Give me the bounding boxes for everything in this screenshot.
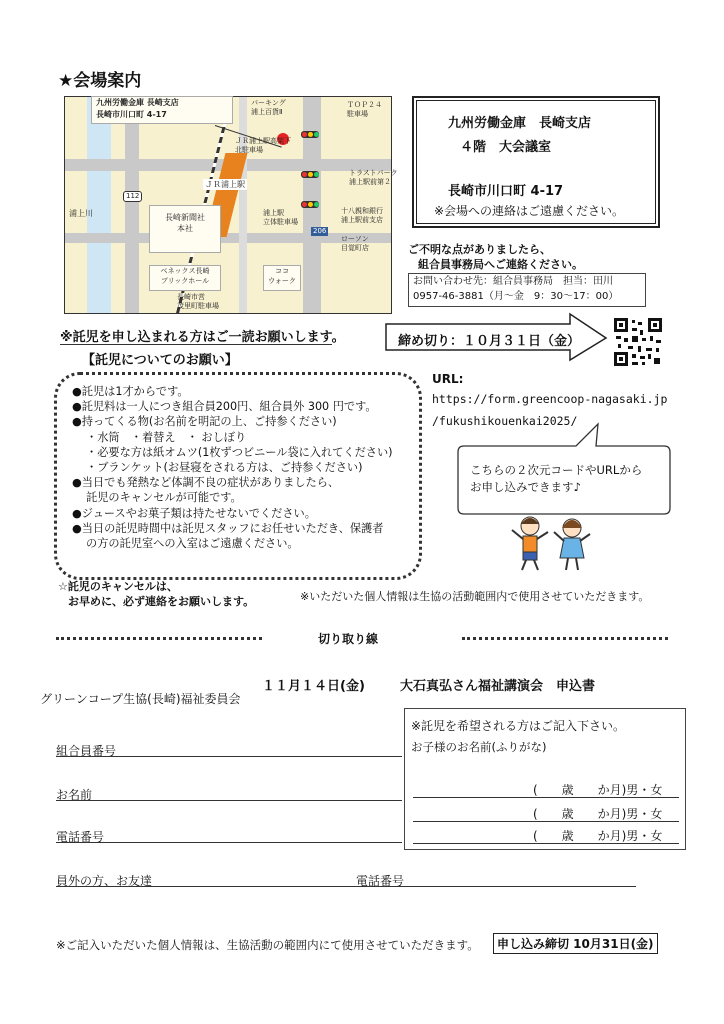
- rule-item: ●当日の託児時間中は託児スタッフにお任せいただき、保護者: [72, 521, 384, 535]
- rule-item: 託児のキャンセルが可能です。: [86, 491, 242, 505]
- form-title: 大石真弘さん福祉講演会 申込書: [400, 679, 596, 694]
- info-bank: 九州労働金庫 長崎支店: [448, 116, 592, 131]
- river: [87, 97, 111, 313]
- venue-map: [64, 96, 398, 314]
- url-link-line-2[interactable]: /fukushikouenkai2025/: [432, 414, 578, 428]
- privacy-note-1: ※いただいた個人情報は生協の活動範囲内で使用させていただきます。: [300, 590, 650, 603]
- map-benex: ベネックス長崎 ブリックホール: [149, 265, 221, 291]
- bubble-text: [470, 462, 642, 496]
- cutline-dots-right: [462, 637, 668, 640]
- map-route-206: 206: [313, 227, 327, 235]
- map-bank-address: 長崎市川口町 4-17: [96, 110, 167, 119]
- map-urakami-parking: 浦上駅 立体駐車場: [263, 209, 298, 226]
- childcare-rules-list: [72, 384, 393, 551]
- traffic-signal: [301, 171, 319, 178]
- member-no-field[interactable]: [56, 756, 402, 757]
- name-field[interactable]: [56, 800, 402, 801]
- childcare-request-title: 【託児についてのお願い】: [82, 353, 238, 368]
- info-floor: ４階 大会議室: [460, 140, 552, 155]
- map-top24: ＴＯＰ２４ 駐車場: [347, 101, 382, 118]
- form-org: グリーンコープ生協(長崎)福祉委員会: [40, 692, 241, 706]
- map-juhachi-bank: 十八親和銀行 浦上駅前支店: [341, 207, 383, 224]
- contact-intro-2: 組合員事務局へご連絡ください。: [418, 258, 583, 271]
- cancel-note-1: ☆託児のキャンセルは、: [58, 580, 178, 593]
- map-trust-park: トラストパーク 浦上駅前第２: [349, 169, 398, 186]
- child-name-label: お子様のお名前(ふりがな): [411, 740, 547, 754]
- venue-info-box: [412, 96, 660, 228]
- phone2-label: 電話番号: [356, 874, 405, 888]
- station-label: ＪＲ浦上駅: [205, 180, 245, 189]
- qr-code-icon: [614, 318, 662, 366]
- cancel-note-2: お早めに、必ず連絡をお願いします。: [68, 595, 255, 608]
- contact-phone: 0957-46-3881（月～金 9：30～17：00）: [413, 291, 619, 302]
- map-bank-label: 九州労働金庫 長崎支店: [96, 98, 179, 107]
- deadline-label: 締め切り：１０月３１日（金）: [398, 334, 581, 349]
- child-field-1[interactable]: [413, 797, 679, 798]
- name-label: お名前: [56, 788, 93, 802]
- child-box: [404, 708, 686, 850]
- phone-field[interactable]: [56, 842, 402, 843]
- qr-code[interactable]: [614, 318, 662, 366]
- map-route-112: 112: [123, 191, 142, 202]
- traffic-signal: [301, 201, 319, 208]
- child-row-2: ( 歳 か月)男・女: [533, 807, 663, 821]
- bubble-line-2: お申し込みできます♪: [470, 480, 581, 494]
- rule-item: ・ブランケット(お昼寝をされる方は、ご持参ください): [86, 461, 363, 475]
- contact-box: [408, 273, 646, 307]
- road-112: [125, 97, 139, 313]
- info-note: ※会場への連絡はご遠慮ください。: [434, 204, 625, 218]
- child-field-2[interactable]: [413, 821, 679, 822]
- cutline-label: 切り取り線: [318, 632, 379, 646]
- map-parking-hamaya: パーキング 浦上百貨Ⅱ: [251, 99, 286, 116]
- rule-item: ・必要な方は紙オムツ(1枚ずつビニール袋に入れてください): [86, 445, 393, 459]
- rule-item: ●ジュースやお菓子類は持たせないでください。: [72, 506, 316, 520]
- map-newspaper: 長崎新聞社 本社: [149, 205, 221, 253]
- traffic-signal: [301, 131, 319, 138]
- rule-item: ●託児は1才からです。: [72, 385, 189, 398]
- venue-heading: ★会場案内: [58, 71, 142, 91]
- rule-item: ●当日でも発熱など体調不良の症状がありましたら、: [72, 476, 340, 490]
- notice-underline: [60, 344, 332, 345]
- map-jr-parking: ＪＲ浦上駅高架下 北駐車場: [235, 137, 291, 154]
- privacy-note-2: ※ご記入いただいた個人情報は、生協活動の範囲内にて使用させていただきます。: [56, 938, 479, 952]
- map-river: 浦上川: [69, 209, 93, 218]
- rule-item: の方の託児室への入室はご遠慮ください。: [86, 537, 299, 551]
- child-row-1: ( 歳 か月)男・女: [533, 783, 663, 797]
- bubble-line-1: こちらの２次元コードやURLから: [470, 463, 643, 477]
- phone-label: 電話番号: [56, 830, 105, 844]
- child-field-3[interactable]: [413, 843, 679, 844]
- map-city-parking: 長崎市営 茂里町駐車場: [177, 293, 219, 310]
- nonmember-field[interactable]: [56, 886, 636, 887]
- url-label: URL:: [432, 372, 464, 386]
- member-no-label: 組合員番号: [56, 744, 117, 758]
- info-address: 長崎市川口町 4-17: [448, 184, 564, 199]
- map-lawson: ローソン 目覚町店: [341, 235, 369, 252]
- map-coco: ココ ウォーク: [263, 265, 301, 291]
- rule-item: ●持ってくる物(お名前を明記の上、ご持参ください): [72, 415, 337, 429]
- child-note: ※託児を希望される方はご記入下さい。: [411, 719, 626, 733]
- deadline-box: 申し込み締切 10月31日(金): [493, 933, 658, 954]
- cutline-dots-left: [56, 637, 262, 640]
- rule-item: ●託児料は一人につき組合員200円、組合員外 300 円です。: [72, 400, 377, 414]
- road-minor: [239, 97, 247, 313]
- contact-intro-1: ご不明な点がありましたら、: [408, 243, 551, 256]
- childcare-notice: ※託児を申し込まれる方はご一読お願いします。: [60, 330, 345, 345]
- form-date: １１月１４日(金): [262, 679, 365, 694]
- url-link-line-1[interactable]: https://form.greencoop-nagasaki.jp: [432, 392, 668, 406]
- kids-illustration: [500, 512, 600, 574]
- contact-line-1: お問い合わせ先：組合員事務局 担当：田川: [413, 276, 613, 287]
- nonmember-label: 員外の方、お友達: [56, 874, 153, 888]
- rule-item: ・水筒 ・着替え ・ おしぼり: [86, 430, 247, 444]
- child-row-3: ( 歳 か月)男・女: [533, 829, 663, 843]
